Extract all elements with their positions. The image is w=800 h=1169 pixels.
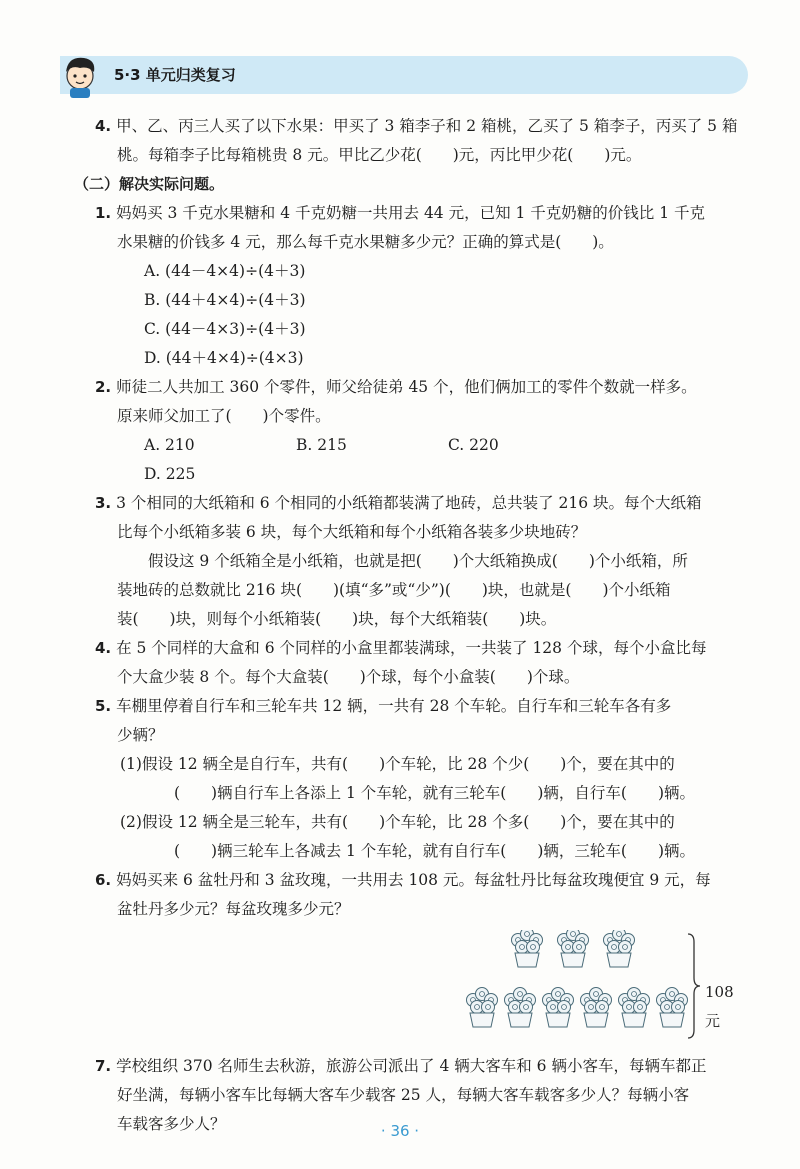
rose-pot: [512, 930, 543, 967]
question-text: 车棚里停着自行车和三轮车共 12 辆，一共有 28 个车轮。自行车和三轮车各有多: [116, 697, 672, 715]
question-number: 7.: [95, 1057, 112, 1075]
option-c[interactable]: C. 220: [448, 436, 499, 454]
flower-pots-figure: [60, 930, 750, 1050]
option-a[interactable]: A. (44－4×4)÷(4＋3): [144, 262, 306, 280]
question-text: 桃。每箱李子比每箱桃贵 8 元。甲比乙少花( )元，丙比甲少花( )元。: [117, 146, 642, 164]
question-text: 好坐满，每辆小客车比每辆大客车少载客 25 人，每辆大客车载客多少人？每辆小客: [117, 1086, 690, 1104]
question-number: 1.: [95, 204, 112, 222]
section-heading: （二）解决实际问题。: [74, 175, 225, 193]
question-text: 水果糖的价钱多 4 元，那么每千克水果糖多少元？正确的算式是( )。: [117, 233, 614, 251]
question-5-part-2-cont: ( )辆三轮车上各减去 1 个车轮，就有自行车( )辆，三轮车( )辆。: [174, 842, 696, 860]
question-text: 少辆？: [117, 726, 164, 744]
question-number: 5.: [95, 697, 112, 715]
question-2: [60, 373, 750, 431]
peony-pot: [543, 988, 574, 1028]
total-price-label: 108 元: [705, 983, 734, 1030]
peony-pot: [619, 988, 650, 1028]
question-text: 学校组织 370 名师生去秋游，旅游公司派出了 4 辆大客车和 6 辆小客车，每辆车都正: [116, 1057, 707, 1075]
peony-pot: [581, 988, 612, 1028]
question-number: 4.: [95, 639, 112, 657]
question-6: [60, 866, 750, 924]
question-text: 妈妈买 3 千克水果糖和 4 千克奶糖一共用去 44 元，已知 1 千克奶糖的价钱比 1 千克: [116, 204, 706, 222]
option-d[interactable]: D. 225: [144, 465, 196, 483]
question-number: 4.: [95, 117, 112, 135]
question-number: 2.: [95, 378, 112, 396]
question-1-options: [60, 257, 750, 373]
question-5-part-1: (1)假设 12 辆全是自行车，共有( )个车轮，比 28 个少( )个，要在其中的: [120, 755, 675, 773]
question-number: 6.: [95, 871, 112, 889]
rose-pot: [558, 930, 589, 967]
question-text: 3 个相同的大纸箱和 6 个相同的小纸箱都装满了地砖，总共装了 216 块。每个大纸箱: [116, 494, 702, 512]
peony-pot: [505, 988, 536, 1028]
option-b[interactable]: B. (44＋4×4)÷(4＋3): [144, 291, 306, 309]
question-text: 师徒二人共加工 360 个零件，师父给徒弟 45 个，他们俩加工的零件个数就一样多。: [116, 378, 697, 396]
rose-pot: [604, 930, 635, 967]
question-text: 甲、乙、丙三人买了以下水果：甲买了 3 箱李子和 2 箱桃，乙买了 5 箱李子，丙买了 5 箱: [116, 117, 738, 135]
question-4-prev: [60, 112, 750, 170]
peony-pot: [657, 988, 688, 1028]
question-text: 个大盒少装 8 个。每个大盒装( )个球，每个小盒装( )个球。: [117, 668, 580, 686]
option-d[interactable]: D. (44＋4×4)÷(4×3): [144, 349, 304, 367]
question-4: [60, 634, 750, 692]
question-5: [60, 692, 750, 750]
hint-text: 装地砖的总数就比 216 块( )(填“多”或“少”)( )块，也就是( )个小纸箱: [117, 581, 671, 599]
question-text: 车载客多少人？: [117, 1115, 226, 1133]
student-mascot-icon: [56, 48, 106, 98]
option-c[interactable]: C. (44－4×3)÷(4＋3): [144, 320, 306, 338]
question-1: [60, 199, 750, 257]
peony-pot: [467, 988, 498, 1028]
question-3-hint-cont: [60, 576, 750, 634]
hint-text: 装( )块，则每个小纸箱装( )块，每个大纸箱装( )块。: [117, 610, 557, 628]
question-2-options: [60, 431, 750, 489]
flower-pots-illustration: [60, 930, 750, 1050]
option-a[interactable]: A. 210: [144, 436, 195, 454]
question-text: 在 5 个同样的大盒和 6 个同样的小盒里都装满球，一共装了 128 个球，每个小盒比每: [116, 639, 707, 657]
question-text: 妈妈买来 6 盆牡丹和 3 盆玫瑰，一共用去 108 元。每盆牡丹比每盆玫瑰便宜 9 元，每: [116, 871, 711, 889]
page-number: · 36 ·: [380, 1122, 420, 1140]
header-title: 5·3 单元归类复习: [114, 66, 236, 84]
question-number: 3.: [95, 494, 112, 512]
hint-text: 假设这 9 个纸箱全是小纸箱，也就是把( )个大纸箱换成( )个小纸箱，所: [148, 552, 688, 570]
question-3-hint: [60, 547, 750, 576]
question-text: 盆牡丹多少元？每盆玫瑰多少元？: [117, 900, 350, 918]
page-content: [60, 112, 750, 1139]
question-text: 原来师父加工了( )个零件。: [117, 407, 331, 425]
question-text: 比每个小纸箱多装 6 块，每个大纸箱和每个小纸箱各装多少块地砖？: [117, 523, 587, 541]
question-5-part-2: (2)假设 12 辆全是三轮车，共有( )个车轮，比 28 个多( )个，要在其中的: [120, 813, 675, 831]
question-3: [60, 489, 750, 547]
question-5-part-1-cont: ( )辆自行车上各添上 1 个车轮，就有三轮车( )辆，自行车( )辆。: [174, 784, 696, 802]
option-b[interactable]: B. 215: [296, 436, 347, 454]
brace-bracket: [688, 934, 700, 1038]
